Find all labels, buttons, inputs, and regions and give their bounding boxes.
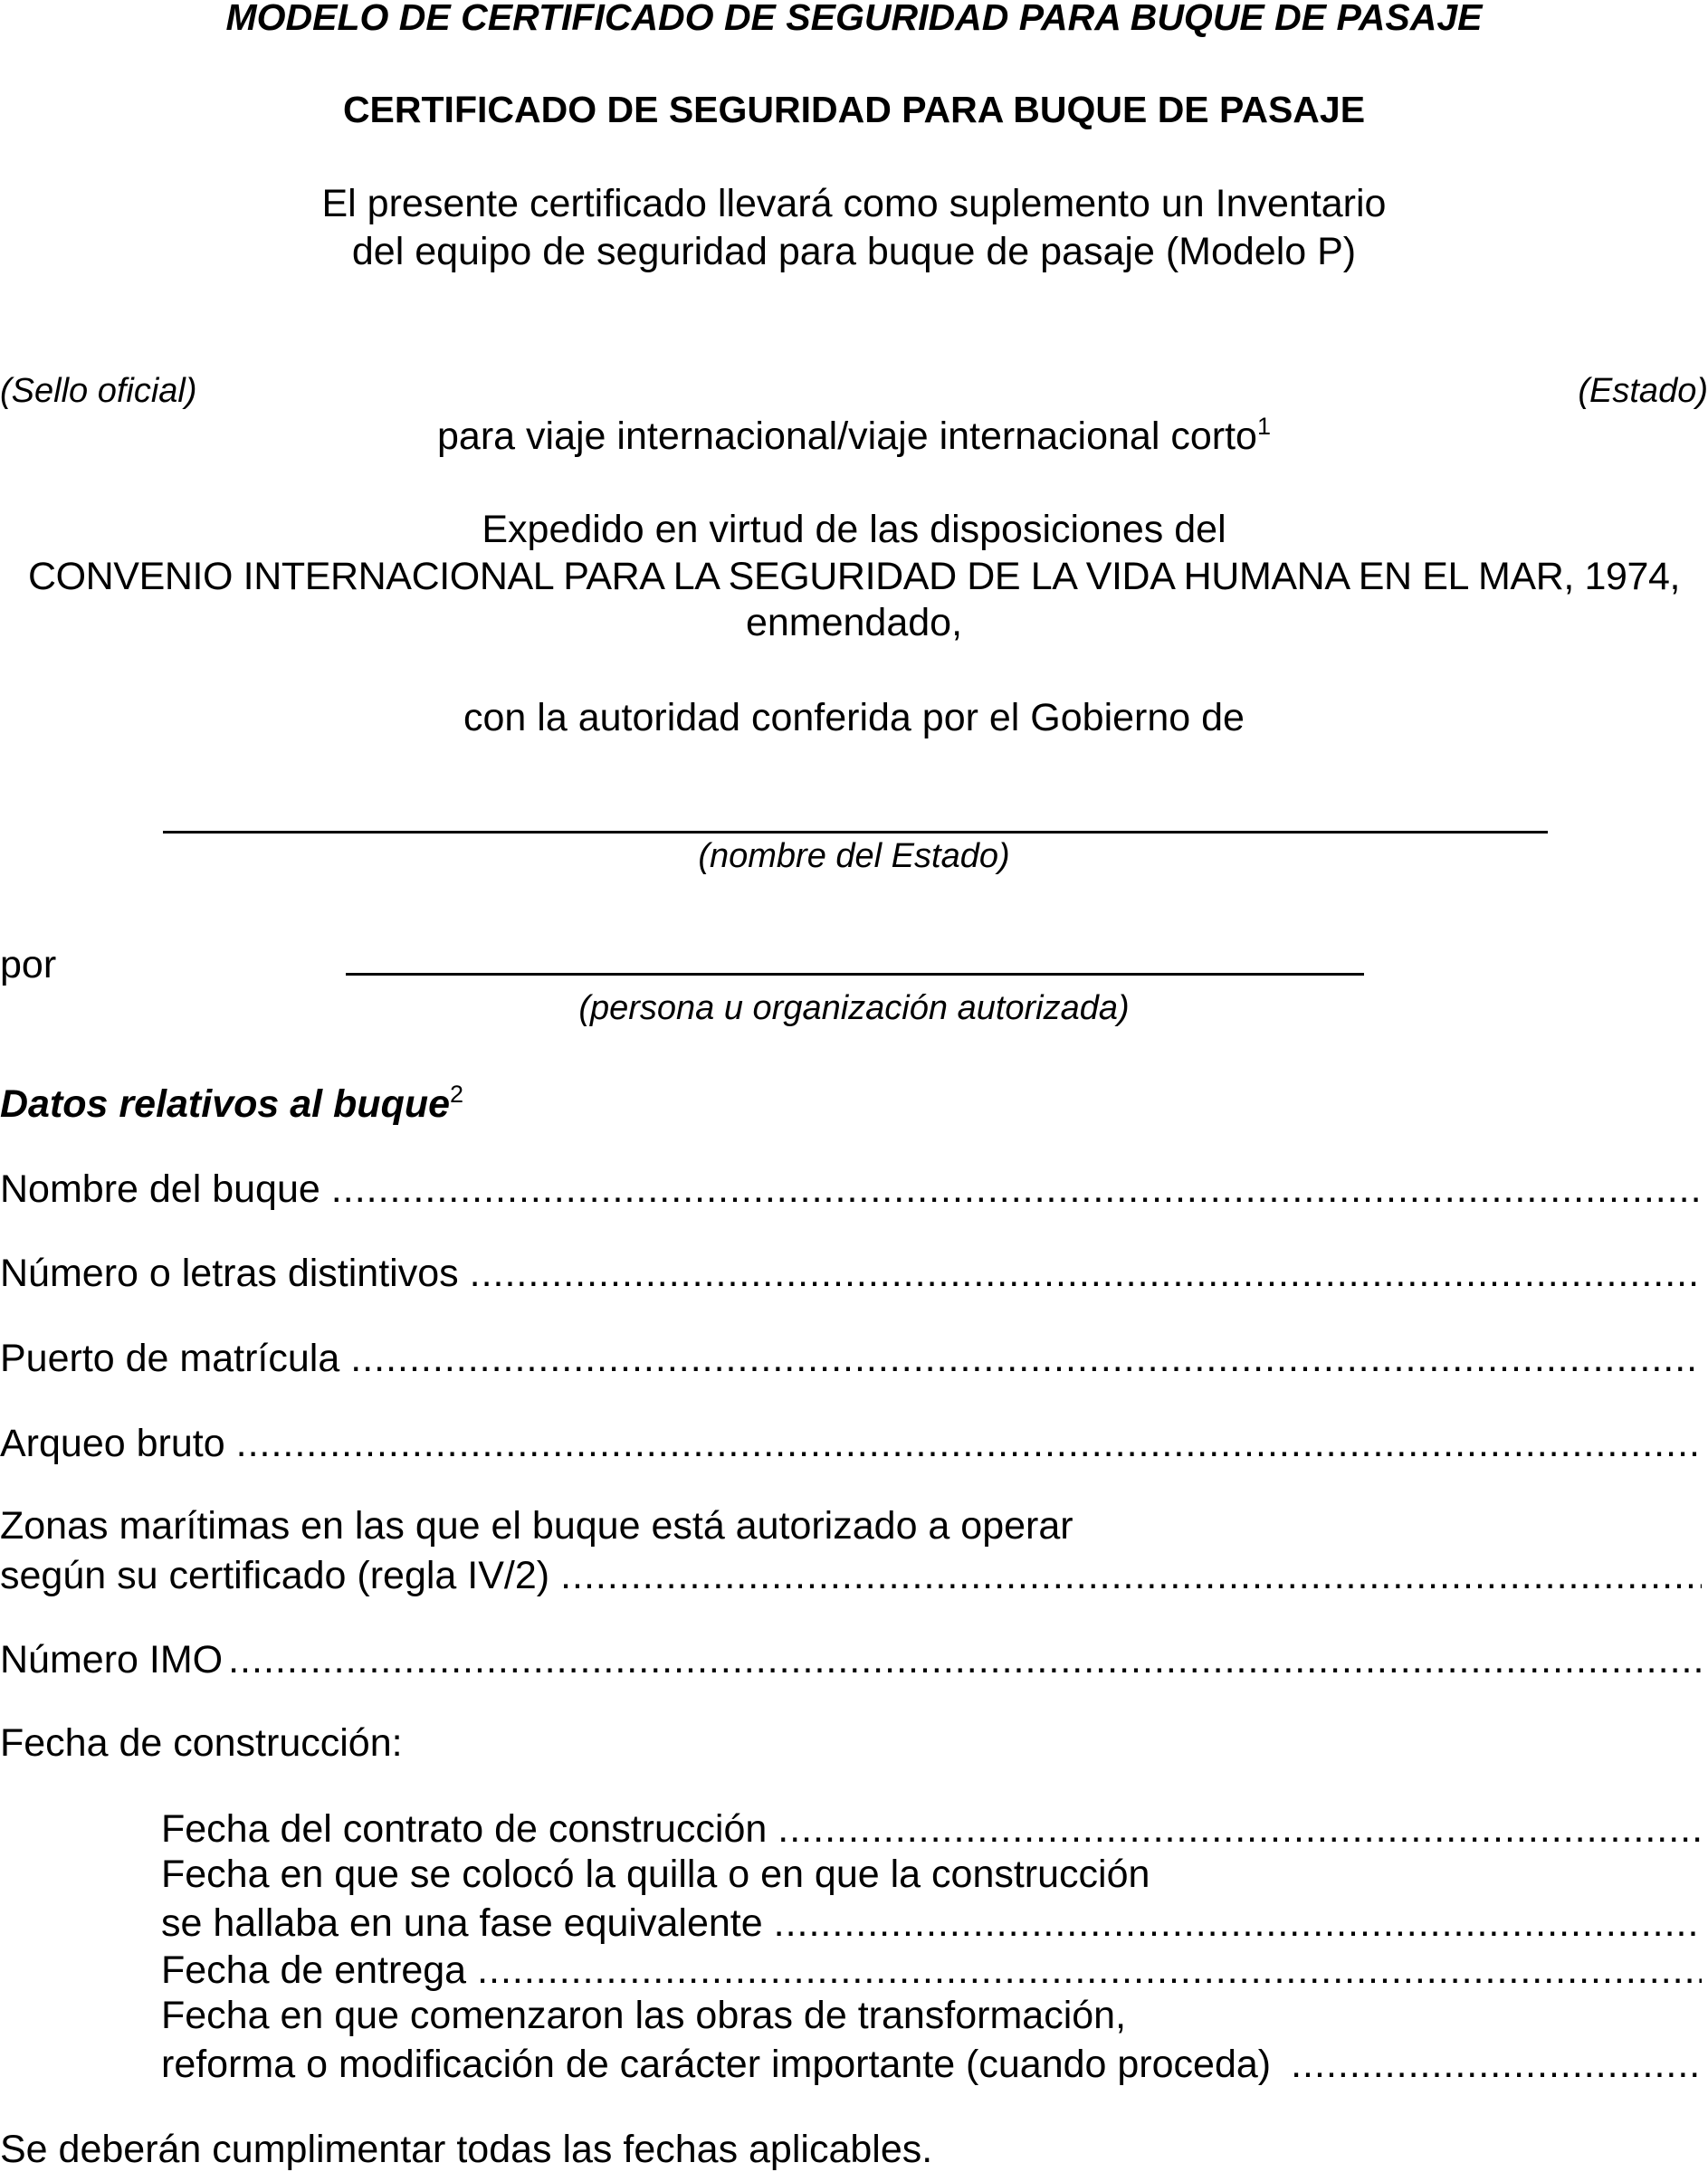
port-of-registry-label: Puerto de matrícula [0,1337,340,1380]
distinctive-number-label: Número o letras distintivos [0,1252,459,1295]
gross-tonnage-label: Arqueo bruto [0,1422,225,1465]
imo-number-dots [228,1636,1702,1683]
imo-number-label: Número IMO [0,1638,224,1681]
official-seal-label: (Sello oficial) [0,372,197,410]
ship-name-dots [331,1166,1702,1213]
distinctive-number-dots [470,1250,1702,1297]
contract-date-dots [778,1805,1702,1853]
delivery-date-label: Fecha de entrega [161,1948,467,1992]
by-label: por [0,943,57,986]
keel-laid-dots [774,1900,1702,1947]
conversion-date-dots [1291,2041,1702,2088]
state-name-caption: (nombre del Estado) [698,837,1010,875]
supplement-line-2: del equipo de seguridad para buque de pasaje (Modelo P) [351,230,1357,273]
state-name-line [163,831,1548,834]
state-label: (Estado) [1578,372,1708,410]
issued-line-2: CONVENIO INTERNACIONAL PARA LA SEGURIDAD DE LA VIDA HUMANA EN EL MAR, 1974, [27,555,1681,598]
port-of-registry-field[interactable] [0,1335,1702,1382]
port-of-registry-dots [350,1335,1702,1382]
gross-tonnage-field[interactable] [0,1420,1702,1467]
gross-tonnage-dots [236,1420,1702,1467]
conversion-date-label: reforma o modificación de carácter importante (cuando proceda) [161,2043,1272,2086]
ship-name-label: Nombre del buque [0,1167,320,1211]
sea-areas-dots [560,1552,1702,1599]
ship-name-field[interactable] [0,1166,1702,1213]
voyage-type [0,414,1708,459]
conversion-line-1: Fecha en que comenzaron las obras de transformación, [161,1994,1127,2037]
delivery-date-dots [477,1947,1702,1994]
keel-laid-label: se hallaba en una fase equivalente [161,1901,763,1945]
sea-areas-label: según su certificado (regla IV/2) [0,1554,550,1597]
dates-note: Se deberán cumplimentar todas las fechas aplicables. [0,2128,933,2171]
certificate-title: CERTIFICADO DE SEGURIDAD PARA BUQUE DE PASAJE [342,89,1366,130]
delivery-date-field[interactable] [161,1947,1702,1994]
keel-laid-line-1: Fecha en que se colocó la quilla o en que la construcción [161,1853,1150,1896]
sea-areas-line-1: Zonas marítimas en las que el buque está autorizado a operar [0,1504,1073,1548]
ship-data-heading [0,1082,463,1127]
authority-text: con la autoridad conferida por el Gobierno de [463,696,1245,739]
footnote-ref-1: 1 [1256,413,1271,440]
model-title: MODELO DE CERTIFICADO DE SEGURIDAD PARA BUQUE DE PASAJE [225,0,1483,38]
authorized-person-line [346,973,1364,976]
keel-laid-field[interactable] [161,1900,1702,1947]
imo-number-field[interactable] [0,1636,1702,1683]
distinctive-number-field[interactable] [0,1250,1702,1297]
supplement-line-1: El presente certificado llevará como suplemento un Inventario [321,182,1387,225]
construction-date-label: Fecha de construcción: [0,1721,403,1765]
conversion-date-field[interactable] [161,2041,1702,2088]
issued-line-1: Expedido en virtud de las disposiciones del [482,508,1226,551]
voyage-text: para viaje internacional/viaje internacional corto [437,414,1257,458]
footnote-ref-2: 2 [450,1081,464,1108]
authorized-person-caption: (persona u organización autorizada) [578,989,1130,1027]
contract-date-label: Fecha del contrato de construcción [161,1807,768,1851]
contract-date-field[interactable] [161,1805,1702,1853]
ship-data-heading-text: Datos relativos al buque [0,1082,451,1126]
sea-areas-field[interactable] [0,1552,1702,1599]
issued-line-3: enmendado, [745,601,963,644]
